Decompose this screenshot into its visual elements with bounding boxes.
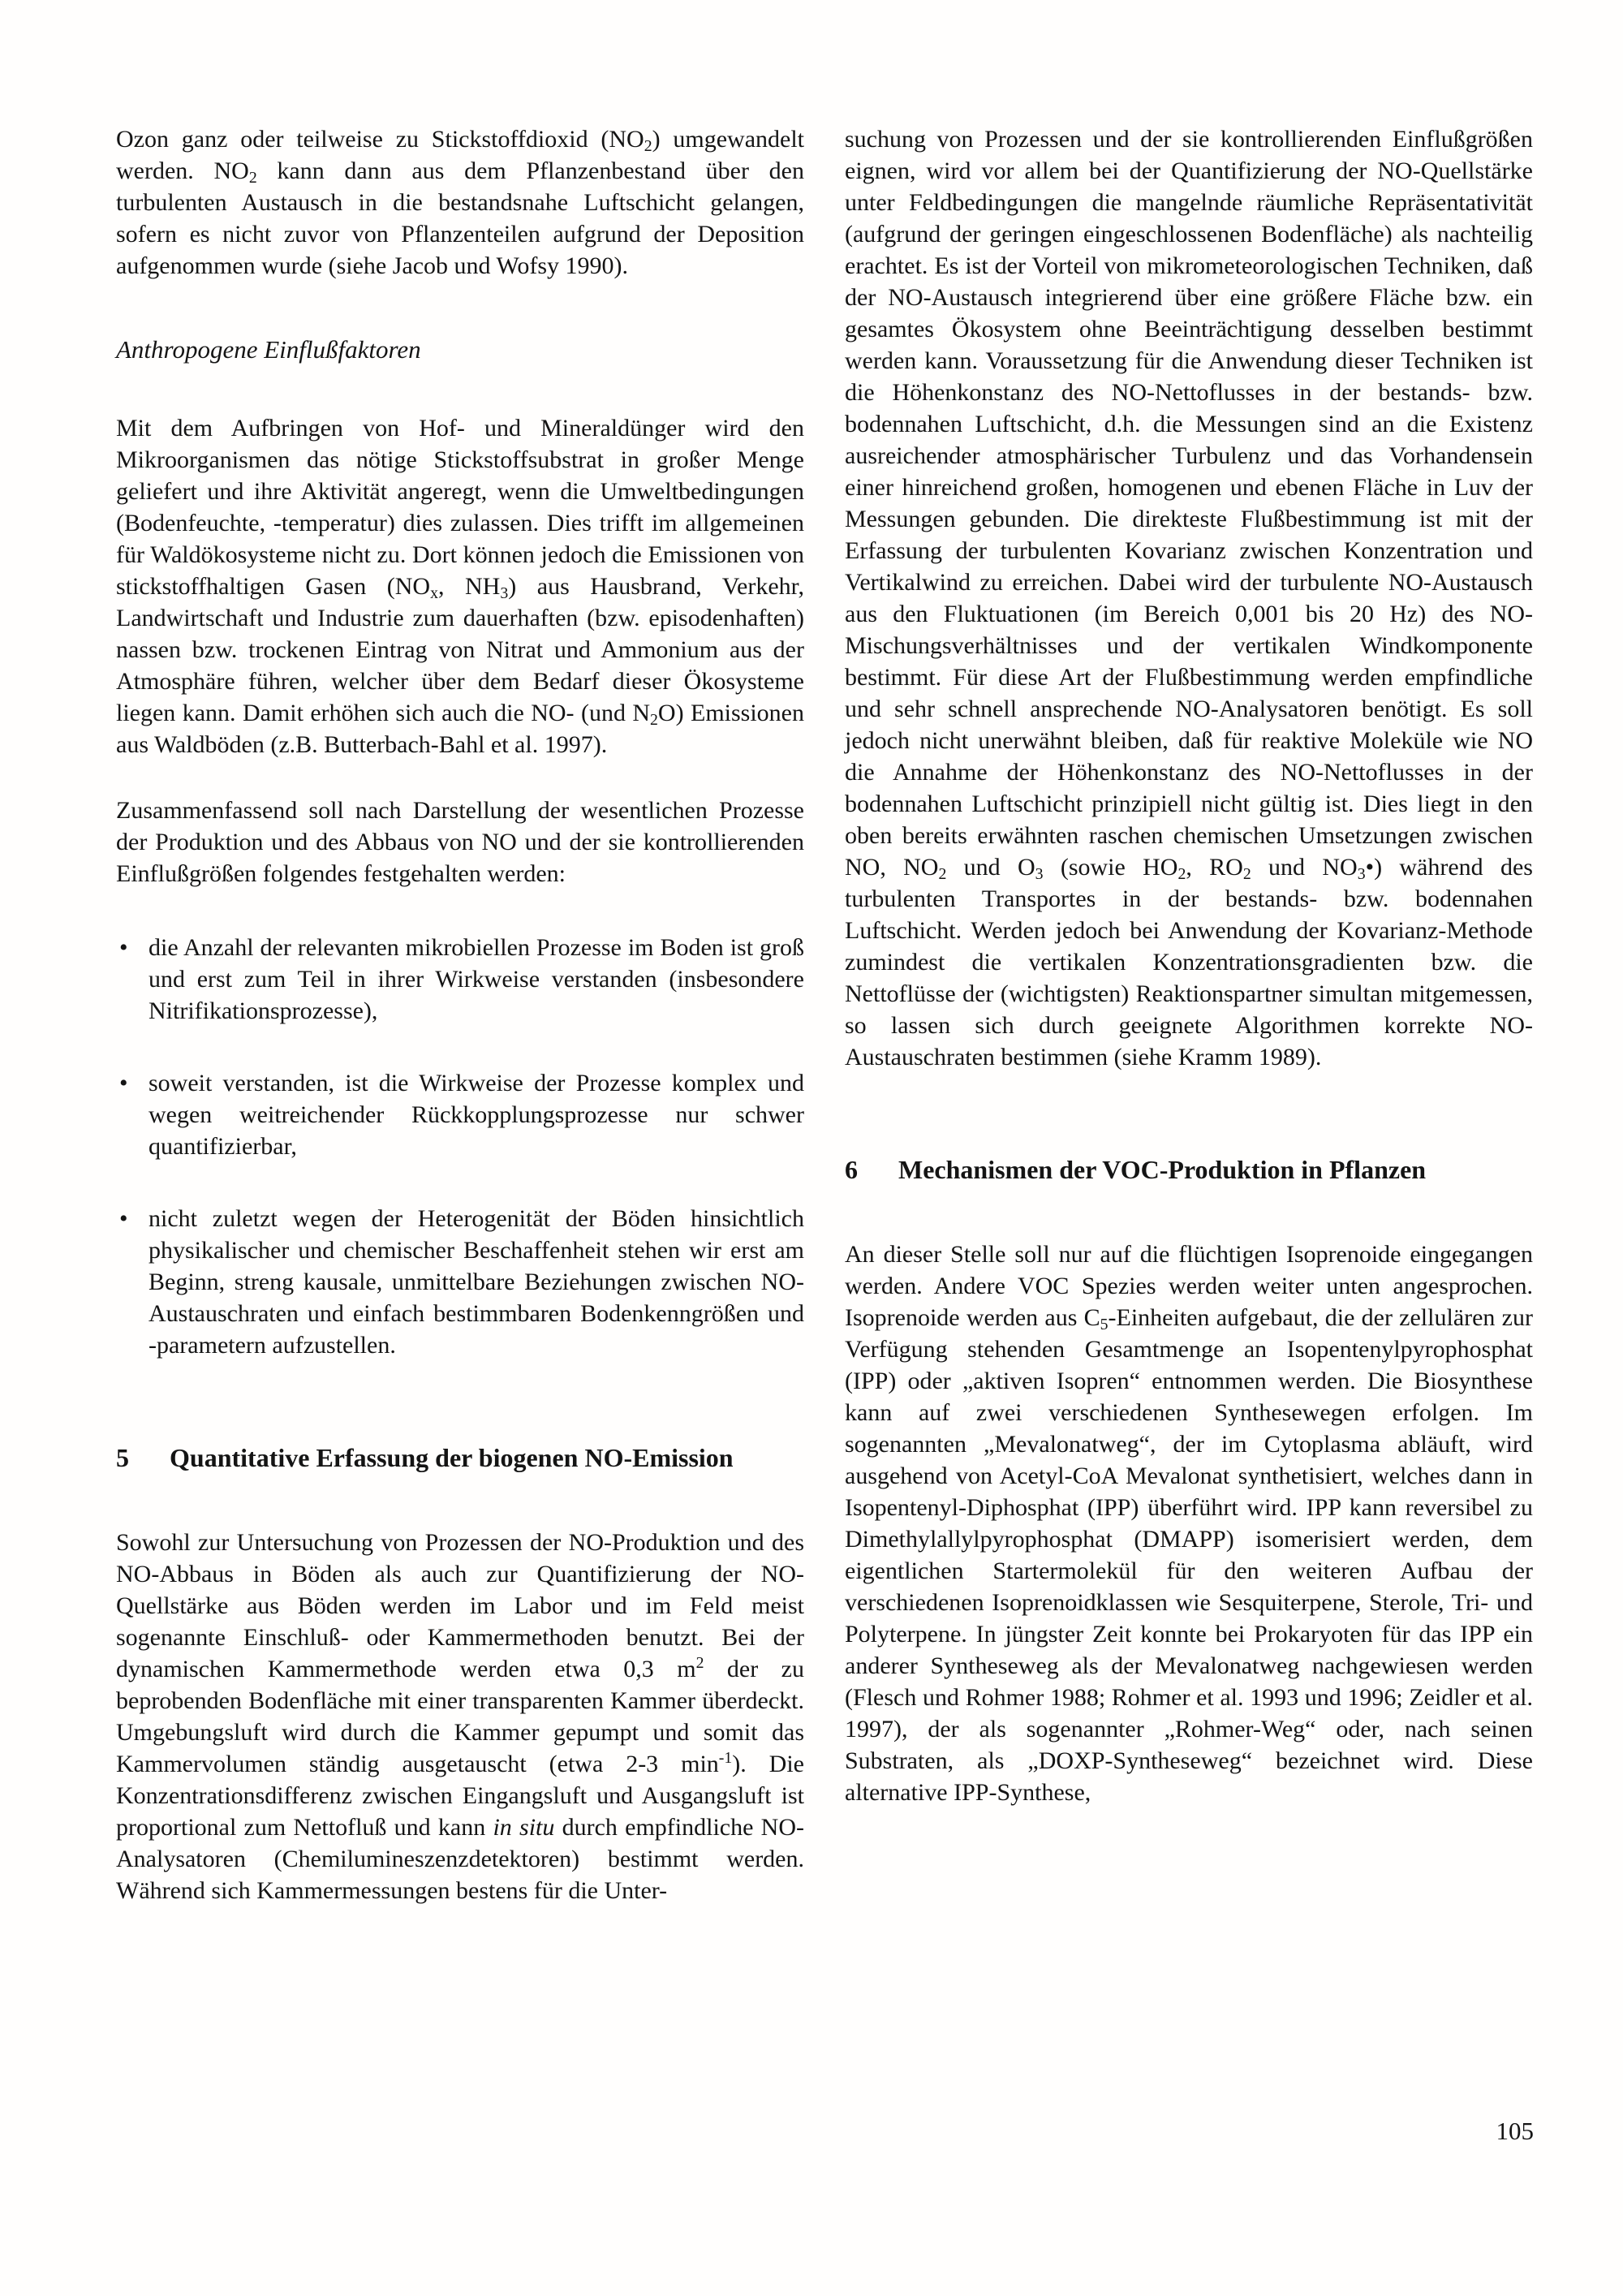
section-number: 6 — [845, 1155, 858, 1184]
section-title: Quantitative Erfassung der biogenen NO-Emission — [170, 1443, 734, 1472]
column-left — [116, 123, 804, 1906]
sup-text: 2 — [695, 1654, 704, 1673]
sub-text: 2 — [644, 136, 652, 155]
sub-text: 3 — [1035, 864, 1044, 883]
subsection-heading: Anthropogene Einflußfaktoren — [116, 335, 421, 364]
paragraph: An dieser Stelle soll nur auf die flüchtigen Isoprenoide eingegangen werden. Andere VOC Spezies werden weiter unten angesprochen. Isoprenoide werden aus $C_5$-Einheiten aufgebaut, die der zellulären zur Verfügung stehenden Gesamtmenge an Isopentenylpyrophosphat (IPP) oder „aktiven Isopren“ entnommen werden. Die Biosynthese kann auf zwei verschiedenen Synthesewegen erfolgen. Im sogenannten „Mevalonatweg“, der im Cytoplasma abläuft, wird ausgehend von Acetyl-CoA Mevalonat synthetisiert, welches dann in Isopentenyl-Diphosphat (IPP) überführt wird. IPP kann reversibel zu Dimethylallylpyrophosphat (DMAPP) isomerisiert werden, dem eigentlichen Startermolekül für den weiteren Aufbau der verschiedenen Isoprenoidklassen wie Sesquiterpene, Sterole, Tri- und Polyterpene. In jüngster Zeit konnte bei Prokaryoten für das IPP ein anderer Syntheseweg als der Mevalonatweg nachgewiesen werden (Flesch und Rohmer 1988; Rohmer et al. 1993 und 1996; Zeidler et al. 1997), der als sogenannter „Rohmer-Weg“ oder, nach seinen Substraten, als „DOXP-Syntheseweg“ bezeichnet wird. Diese alternative IPP-Synthese, — [845, 1241, 1533, 1806]
sub-text: 2 — [938, 864, 947, 883]
paragraph: Mit dem Aufbringen von Hof- und Mineraldünger wird den Mikroorganismen das nötige Stickstoffsubstrat in großer Menge geliefert und ihre Aktivität angeregt, wenn die Umweltbedingungen (Bodenfeuchte, -temperatur) dies zulassen. Dies trifft im allgemeinen für Waldökosysteme nicht zu. Dort können jedoch die Emissionen von stickstoffhaltigen Gasen ($NO_x$, $NH_3$) aus Hausbrand, Verkehr, Landwirtschaft und Industrie zum dauerhaften (bzw. episodenhaften) nassen bzw. trockenen Eintrag von Nitrat und Ammonium aus der Atmosphäre führen, welcher über dem Bedarf dieser Ökosysteme liegen kann. Damit erhöhen sich auch die NO- (und $N_2O$) Emissionen aus Waldböden (z.B. Butterbach-Bahl et al. 1997). — [116, 415, 804, 758]
text-columns — [116, 123, 1534, 1906]
italic-text: in situ — [493, 1814, 555, 1841]
paragraph: suchung von Prozessen und der sie kontrollierenden Einflußgrößen eignen, wird vor allem bei der Quantifizierung der NO-Quellstärke unter Feldbedingungen die mangelnde räumliche Repräsentativität (aufgrund der geringen eingeschlossenen Bodenfläche) als nachteilig erachtet. Es ist der Vorteil von mikrometeorologischen Techniken, daß der NO-Austausch integrierend über eine größere Fläche bzw. ein gesamtes Ökosystem ohne Beeinträchtigung desselben bestimmt werden kann. Voraussetzung für die Anwendung dieser Techniken ist die Höhenkonstanz des NO-Nettoflusses in der bestands- bzw. bodennahen Luftschicht, d.h. die Messungen sind an die Existenz ausreichender atmosphärischer Turbulenz und das Vorhandensein einer hinreichend großen, homogenen und ebenen Fläche in Luv der Messungen gebunden. Die direkteste Flußbestimmung ist mit der Erfassung der turbulenten Kovarianz zwischen Konzentration und Vertikalwind zu erreichen. Dabei wird der turbulente NO-Austausch aus den Fluktuationen (im Bereich 0,001 bis 20 Hz) des NO-Mischungsverhältnisses und der vertikalen Windkomponente bestimmt. Für diese Art der Flußbestimmung werden empfindliche und sehr schnell ansprechende NO-Analysatoren benötigt. Es soll jedoch nicht unerwähnt bleiben, daß für reaktive Moleküle wie NO die Annahme der Höhenkonstanz des NO-Nettoflusses in der bodennahen Luftschicht prinzipiell nicht gültig ist. Dies liegt in den oben bereits erwähnten raschen chemischen Umsetzungen zwischen NO, $NO_2$ und $O_3$ (sowie $HO_2$, $RO_2$ und $NO_3•$) während des turbulenten Transportes in der bestands- bzw. bodennahen Luftschicht. Werden jedoch bei Anwendung der Kovarianz-Methode zumindest die vertikalen Konzentrationsgradienten bzw. die Nettoflüsse der (wichtigsten) Reaktionspartner simultan mitgemessen, so lassen sich durch geeignete Algorithmen korrekte NO-Austauschraten bestimmen (siehe Kramm 1989). — [845, 126, 1533, 1070]
section-number: 5 — [116, 1443, 129, 1472]
paragraph: Ozon ganz oder teilweise zu Stickstoffdioxid $(NO_2)$ umgewandelt werden. $NO_2$ kann dann aus dem Pflanzenbestand über den turbulenten Austausch in die bestandsnahe Luftschicht gelangen, sofern es nicht zuvor von Pflanzenteilen aufgrund der Deposition aufgenommen wurde (siehe Jacob und Wofsy 1990). — [116, 126, 805, 279]
sub-text: 2 — [1242, 864, 1251, 883]
section-title: Mechanismen der VOC-Produktion in Pflanzen — [898, 1155, 1427, 1184]
sup-text: -1 — [718, 1749, 733, 1768]
page-number: 105 — [1496, 2117, 1534, 2145]
bullet-item: • nicht zuletzt wegen der Heterogenität der Böden hinsichtlich physikalischer und chemischer Beschaffenheit stehen wir erst am Beginn, streng kausale, unmittelbare Beziehungen zwischen NO-Austauschraten und einfach bestimmbaren Bodenkenngrößen und -parametern aufzustellen. — [116, 1203, 804, 1361]
sub-text: 2 — [650, 710, 658, 729]
bullet-marker-icon: • — [119, 934, 128, 961]
bullet-marker-icon: • — [119, 1205, 128, 1232]
column-right — [845, 123, 1533, 1906]
sub-text: 2 — [1177, 864, 1186, 883]
paragraph: Sowohl zur Untersuchung von Prozessen der NO-Produktion und des NO-Abbaus in Böden als auch zur Quantifizierung der NO-Quellstärke aus Böden werden im Labor und im Feld meist sogenannte Einschluß- oder Kammermethoden benutzt. Bei der dynamischen Kammermethode werden etwa 0,3 $m^2$ der zu beprobenden Bodenfläche mit einer transparenten Kammer überdeckt. Umgebungsluft wird durch die Kammer gepumpt und somit das Kammervolumen ständig ausgetauscht (etwa 2-3 $\min^{-1}$). Die Konzentrationsdifferenz zwischen Eingangsluft und Ausgangsluft ist proportional zum Nettofluß und kann in situ durch empfindliche NO-Analysatoren (Chemilumineszenzdetektoren) bestimmt werden. Während sich Kammermessungen bestens für die Unter- — [116, 1529, 804, 1904]
paragraph: Zusammenfassend soll nach Darstellung der wesentlichen Prozesse der Produktion und des Abbaus von NO und der sie kontrollierenden Einflußgrößen folgendes festgehalten werden: — [116, 797, 804, 887]
sub-text: x — [430, 584, 438, 602]
bullet-item: • soweit verstanden, ist die Wirkweise der Prozesse komplex und wegen weitreichender Rückkopplungsprozesse nur schwer quantifizierbar, — [116, 1067, 804, 1162]
bullet-marker-icon: • — [119, 1070, 128, 1096]
section-heading — [845, 1152, 1533, 1187]
bullet-list — [116, 932, 804, 1361]
sub-text: 3 — [500, 584, 509, 602]
sub-text: 3 — [1357, 864, 1366, 883]
bullet-item: • die Anzahl der relevanten mikrobiellen Prozesse im Boden ist groß und erst zum Teil in ihrer Wirkweise verstanden (insbesondere Nitrifikationsprozesse), — [116, 932, 804, 1027]
section-heading — [116, 1441, 804, 1475]
sub-text: 2 — [248, 168, 257, 187]
sub-text: 5 — [1100, 1315, 1109, 1333]
